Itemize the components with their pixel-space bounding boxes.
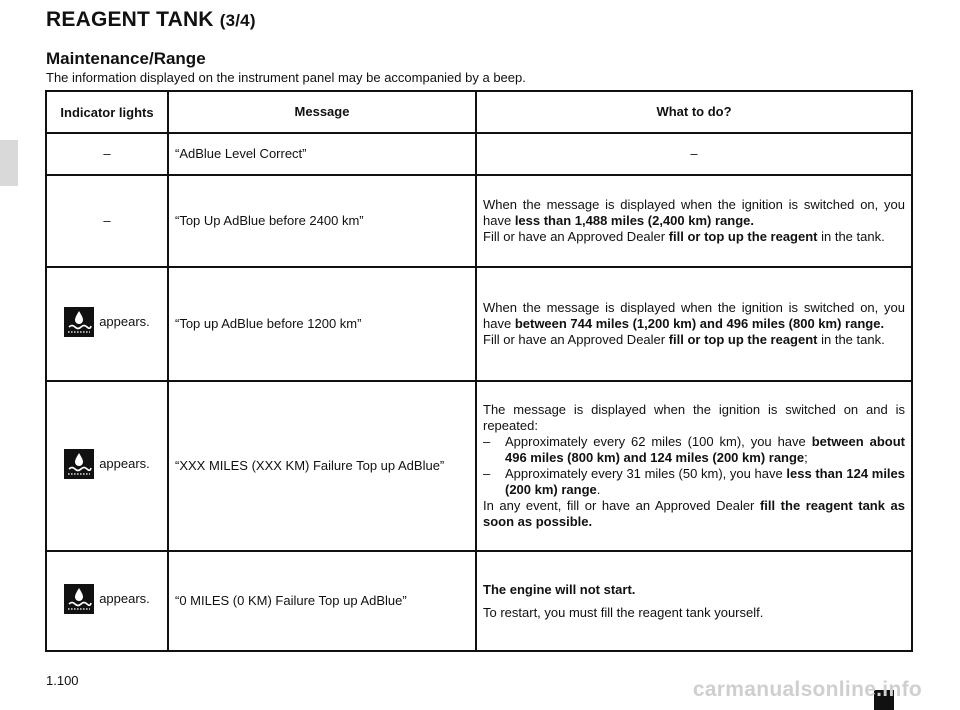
adblue-warning-icon xyxy=(64,307,94,337)
indicator-text: appears. xyxy=(99,591,150,606)
adblue-warning-icon xyxy=(64,449,94,479)
section-title: Maintenance/Range xyxy=(46,49,206,68)
header-message: Message xyxy=(168,91,476,133)
adblue-warning-icon xyxy=(64,584,94,614)
message-cell: “Top up AdBlue before 1200 km” xyxy=(168,267,476,381)
table-row xyxy=(46,381,912,551)
indicator-text: appears. xyxy=(99,456,150,471)
action-cell: When the message is displayed when the ignition is switched on, you have less than 1,488 miles (2,400 km) range. Fill or have an Approved Dealer fill or top up the reagent in the tank. xyxy=(476,175,912,267)
indicator-cell xyxy=(46,267,168,381)
table-row xyxy=(46,175,912,267)
watermark: carmanualsonline.info xyxy=(692,678,922,701)
table-header-row xyxy=(46,91,912,133)
indicator-cell: – xyxy=(46,175,168,267)
message-cell: “0 MILES (0 KM) Failure Top up AdBlue” xyxy=(168,551,476,651)
action-cell: The message is displayed when the ignition is switched on and is repeated: – Approximately every 62 miles (100 km), you have between about 496 miles (800 km) and 124 miles (200 km) range; – Approximately every 31 miles (50 km), you have less than 124 miles (200 km) range. In any event, fill or have an Approved Dealer fill the reagent tank as soon as possible. xyxy=(476,381,912,551)
reagent-table xyxy=(45,90,913,652)
indicator-cell: – xyxy=(46,133,168,175)
indicator-cell xyxy=(46,551,168,651)
intro-text: The information displayed on the instrument panel may be accompanied by a beep. xyxy=(46,70,526,85)
action-cell: The engine will not start. To restart, you must fill the reagent tank yourself. xyxy=(476,551,912,651)
message-cell: “Top Up AdBlue before 2400 km” xyxy=(168,175,476,267)
table-row xyxy=(46,133,912,175)
chapter-tab xyxy=(0,140,18,186)
action-cell: – xyxy=(476,133,912,175)
page-number: 1.100 xyxy=(46,673,79,688)
indicator-cell xyxy=(46,381,168,551)
action-cell: When the message is displayed when the ignition is switched on, you have between 744 miles (1,200 km) and 496 miles (800 km) range. Fill or have an Approved Dealer fill or top up the reagent in the tank. xyxy=(476,267,912,381)
message-cell: “AdBlue Level Correct” xyxy=(168,133,476,175)
header-indicator: Indicator lights xyxy=(46,91,168,133)
page-title: REAGENT TANK (3/4) xyxy=(46,8,256,31)
table-row xyxy=(46,267,912,381)
indicator-text: appears. xyxy=(99,314,150,329)
table-row xyxy=(46,551,912,651)
message-cell: “XXX MILES (XXX KM) Failure Top up AdBlue” xyxy=(168,381,476,551)
header-action: What to do? xyxy=(476,91,912,133)
